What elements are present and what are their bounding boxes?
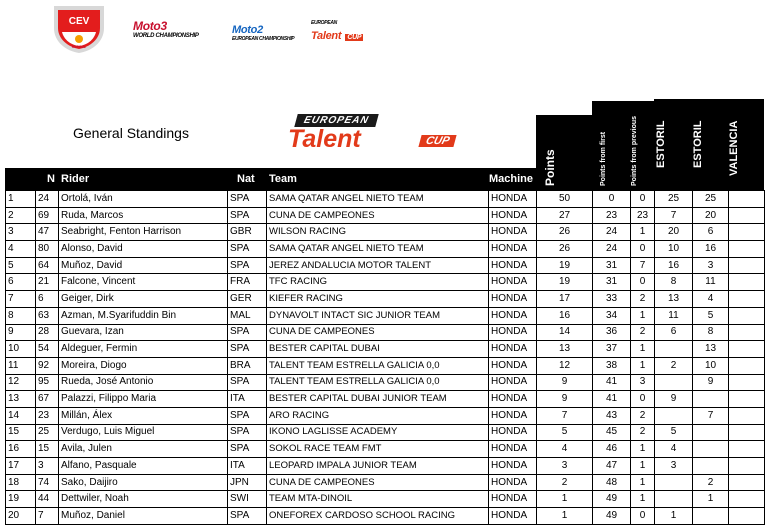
cell-machine: HONDA: [489, 224, 537, 241]
cell-position: 15: [6, 424, 36, 441]
cev-logo-subtext: REPSOL: [71, 45, 87, 49]
cell-rider: Rueda, José Antonio: [59, 374, 228, 391]
cell-points-from-first: 37: [593, 341, 631, 358]
cell-race-2: 9: [693, 374, 729, 391]
cell-points-from-previous: 7: [631, 257, 655, 274]
cell-race-2: 1: [693, 491, 729, 508]
table-row: [6, 424, 765, 441]
cell-points-from-first: 38: [593, 357, 631, 374]
cell-race-2: 5: [693, 307, 729, 324]
cell-race-1: 16: [655, 257, 693, 274]
cell-rider: Verdugo, Luis Miguel: [59, 424, 228, 441]
cell-rider: Ortolá, Iván: [59, 191, 228, 208]
cell-race-3: [729, 241, 765, 258]
cell-points-from-first: 23: [593, 207, 631, 224]
cell-points-from-first: 24: [593, 224, 631, 241]
cell-points: 26: [537, 224, 593, 241]
banner-cup: CUP: [418, 135, 456, 147]
cell-rider: Alonso, David: [59, 241, 228, 258]
cell-number: 47: [36, 224, 59, 241]
table-row: [6, 458, 765, 475]
cell-team: LEOPARD IMPALA JUNIOR TEAM: [267, 458, 489, 475]
table-row: [6, 357, 765, 374]
cell-team: WILSON RACING: [267, 224, 489, 241]
cell-number: 6: [36, 291, 59, 308]
table-row: [6, 307, 765, 324]
cell-points: 16: [537, 307, 593, 324]
cell-race-3: [729, 291, 765, 308]
cell-points-from-first: 41: [593, 374, 631, 391]
cell-position: 20: [6, 508, 36, 525]
cell-machine: HONDA: [489, 441, 537, 458]
cell-race-1: 6: [655, 324, 693, 341]
cell-race-1: 7: [655, 207, 693, 224]
cell-points-from-previous: 0: [631, 508, 655, 525]
cell-number: 7: [36, 508, 59, 525]
cell-points-from-first: 24: [593, 241, 631, 258]
header-points: Points: [543, 149, 557, 186]
cell-machine: HONDA: [489, 508, 537, 525]
cell-position: 1: [6, 191, 36, 208]
cell-machine: HONDA: [489, 291, 537, 308]
cell-team: TEAM MTA-DINOIL: [267, 491, 489, 508]
cell-rider: Aldeguer, Fermin: [59, 341, 228, 358]
cell-points-from-previous: 0: [631, 391, 655, 408]
cell-race-3: [729, 424, 765, 441]
cell-points-from-first: 49: [593, 491, 631, 508]
cell-number: 15: [36, 441, 59, 458]
cell-points-from-first: 31: [593, 257, 631, 274]
cell-rider: Millán, Álex: [59, 407, 228, 424]
cell-machine: HONDA: [489, 207, 537, 224]
cell-race-1: 3: [655, 458, 693, 475]
header-nat: Nat: [237, 173, 255, 185]
cell-points: 12: [537, 357, 593, 374]
cell-team: TFC RACING: [267, 274, 489, 291]
cell-position: 2: [6, 207, 36, 224]
cell-race-1: 13: [655, 291, 693, 308]
cell-machine: HONDA: [489, 307, 537, 324]
cell-rider: Muñoz, Daniel: [59, 508, 228, 525]
cell-rider: Ruda, Marcos: [59, 207, 228, 224]
header-race-3: VALENCIA: [728, 120, 740, 176]
table-row: [6, 474, 765, 491]
cell-points-from-previous: 1: [631, 224, 655, 241]
cell-race-1: [655, 374, 693, 391]
cell-number: 69: [36, 207, 59, 224]
cell-race-2: 8: [693, 324, 729, 341]
cell-race-3: [729, 407, 765, 424]
cell-nationality: SPA: [228, 241, 267, 258]
moto3-logo: [133, 17, 199, 39]
cell-points-from-previous: 1: [631, 474, 655, 491]
header-race-1: ESTORIL: [655, 120, 667, 168]
cell-points-from-previous: 1: [631, 307, 655, 324]
cell-points-from-previous: 2: [631, 291, 655, 308]
cell-number: 44: [36, 491, 59, 508]
cell-points-from-previous: 23: [631, 207, 655, 224]
cell-race-2: 25: [693, 191, 729, 208]
cell-race-2: 20: [693, 207, 729, 224]
cell-nationality: SPA: [228, 207, 267, 224]
cell-points: 50: [537, 191, 593, 208]
etc-small-logo: [311, 20, 363, 44]
cell-team: JEREZ ANDALUCIA MOTOR TALENT: [267, 257, 489, 274]
table-row: [6, 224, 765, 241]
cell-race-1: [655, 491, 693, 508]
cell-team: SAMA QATAR ANGEL NIETO TEAM: [267, 241, 489, 258]
cell-nationality: SPA: [228, 257, 267, 274]
cell-race-3: [729, 441, 765, 458]
cell-nationality: SPA: [228, 374, 267, 391]
cell-nationality: JPN: [228, 474, 267, 491]
cell-position: 11: [6, 357, 36, 374]
cell-points-from-previous: 0: [631, 274, 655, 291]
cell-team: ONEFOREX CARDOSO SCHOOL RACING: [267, 508, 489, 525]
cell-race-1: 1: [655, 508, 693, 525]
cell-number: 24: [36, 191, 59, 208]
cell-points: 26: [537, 241, 593, 258]
cell-race-2: 2: [693, 474, 729, 491]
header-points-from-previous: Points from previous: [631, 115, 638, 186]
standings-table: [5, 190, 765, 525]
cell-machine: HONDA: [489, 191, 537, 208]
header-race-1-box: [654, 99, 692, 190]
cell-rider: Palazzi, Filippo Maria: [59, 391, 228, 408]
cell-team: IKONO LAGLISSE ACADEMY: [267, 424, 489, 441]
cell-race-1: 4: [655, 441, 693, 458]
cell-machine: HONDA: [489, 407, 537, 424]
cell-position: 8: [6, 307, 36, 324]
cell-points-from-previous: 1: [631, 491, 655, 508]
table-row: [6, 491, 765, 508]
cell-points-from-previous: 3: [631, 374, 655, 391]
cell-position: 4: [6, 241, 36, 258]
cell-nationality: ITA: [228, 391, 267, 408]
cell-points-from-first: 43: [593, 407, 631, 424]
cell-points-from-first: 36: [593, 324, 631, 341]
cell-points-from-first: 31: [593, 274, 631, 291]
cell-race-1: 20: [655, 224, 693, 241]
cell-race-2: [693, 424, 729, 441]
cell-number: 3: [36, 458, 59, 475]
cell-rider: Geiger, Dirk: [59, 291, 228, 308]
cell-points: 1: [537, 491, 593, 508]
cev-logo: [50, 2, 108, 54]
cell-race-2: 7: [693, 407, 729, 424]
header-race-2: ESTORIL: [692, 120, 704, 168]
page-title: General Standings: [73, 125, 189, 141]
cell-points-from-first: 45: [593, 424, 631, 441]
cell-race-3: [729, 508, 765, 525]
header-n: N: [47, 173, 55, 185]
cell-points-from-previous: 2: [631, 407, 655, 424]
cell-race-1: 2: [655, 357, 693, 374]
cell-number: 28: [36, 324, 59, 341]
cell-points: 7: [537, 407, 593, 424]
cell-race-2: 11: [693, 274, 729, 291]
header-from-first-box: [592, 101, 630, 190]
cell-points-from-previous: 0: [631, 241, 655, 258]
cell-number: 21: [36, 274, 59, 291]
cell-points-from-previous: 1: [631, 341, 655, 358]
table-row: [6, 374, 765, 391]
cell-nationality: SPA: [228, 508, 267, 525]
cell-team: KIEFER RACING: [267, 291, 489, 308]
cell-race-2: 3: [693, 257, 729, 274]
cell-points: 2: [537, 474, 593, 491]
cell-race-1: [655, 407, 693, 424]
cell-nationality: GBR: [228, 224, 267, 241]
cell-number: 67: [36, 391, 59, 408]
cell-points: 5: [537, 424, 593, 441]
banner-european: EUROPEAN: [294, 114, 378, 127]
cell-rider: Moreira, Diogo: [59, 357, 228, 374]
cell-points-from-first: 34: [593, 307, 631, 324]
cell-machine: HONDA: [489, 474, 537, 491]
cell-position: 9: [6, 324, 36, 341]
cell-race-1: 11: [655, 307, 693, 324]
cell-team: SOKOL RACE TEAM FMT: [267, 441, 489, 458]
cell-race-3: [729, 191, 765, 208]
table-row: [6, 274, 765, 291]
cell-points: 19: [537, 257, 593, 274]
cell-machine: HONDA: [489, 391, 537, 408]
cell-race-3: [729, 374, 765, 391]
cell-machine: HONDA: [489, 424, 537, 441]
cell-machine: HONDA: [489, 357, 537, 374]
cell-team: SAMA QATAR ANGEL NIETO TEAM: [267, 191, 489, 208]
cell-nationality: SPA: [228, 424, 267, 441]
header-points-box: [536, 115, 592, 190]
cell-position: 10: [6, 341, 36, 358]
header-machine: Machine: [489, 173, 534, 185]
cell-position: 18: [6, 474, 36, 491]
cell-rider: Seabright, Fenton Harrison: [59, 224, 228, 241]
cell-rider: Dettwiler, Noah: [59, 491, 228, 508]
cell-team: CUNA DE CAMPEONES: [267, 207, 489, 224]
table-row: [6, 291, 765, 308]
header-race-2-box: [692, 99, 728, 190]
moto3-logo-text: Moto3: [133, 19, 167, 33]
cell-race-3: [729, 474, 765, 491]
table-row: [6, 508, 765, 525]
table-row: [6, 257, 765, 274]
cell-team: CUNA DE CAMPEONES: [267, 324, 489, 341]
table-row: [6, 191, 765, 208]
cell-nationality: SPA: [228, 407, 267, 424]
cell-points: 1: [537, 508, 593, 525]
cell-machine: HONDA: [489, 341, 537, 358]
cell-race-3: [729, 391, 765, 408]
cell-team: TALENT TEAM ESTRELLA GALICIA 0,0: [267, 357, 489, 374]
cell-nationality: SWI: [228, 491, 267, 508]
cev-logo-text: CEV: [68, 16, 90, 27]
cell-race-2: [693, 508, 729, 525]
standings-body: [6, 191, 765, 525]
cell-points-from-first: 0: [593, 191, 631, 208]
cell-points-from-first: 33: [593, 291, 631, 308]
cell-race-2: [693, 391, 729, 408]
cell-number: 74: [36, 474, 59, 491]
moto2-logo: [232, 20, 294, 42]
cell-nationality: BRA: [228, 357, 267, 374]
cell-race-3: [729, 274, 765, 291]
cell-race-2: 6: [693, 224, 729, 241]
cell-machine: HONDA: [489, 241, 537, 258]
cell-team: DYNAVOLT INTACT SIC JUNIOR TEAM: [267, 307, 489, 324]
cell-rider: Muñoz, David: [59, 257, 228, 274]
cell-position: 14: [6, 407, 36, 424]
cell-race-1: 8: [655, 274, 693, 291]
cell-points: 13: [537, 341, 593, 358]
cell-points-from-previous: 1: [631, 441, 655, 458]
cell-points-from-first: 46: [593, 441, 631, 458]
cell-points-from-previous: 1: [631, 458, 655, 475]
cell-number: 63: [36, 307, 59, 324]
cell-machine: HONDA: [489, 374, 537, 391]
cell-nationality: SPA: [228, 341, 267, 358]
banner-talent: Talent: [288, 125, 361, 153]
table-row: [6, 324, 765, 341]
cell-position: 12: [6, 374, 36, 391]
cell-race-2: 16: [693, 241, 729, 258]
header-points-from-first: Points from first: [600, 131, 607, 186]
cell-nationality: MAL: [228, 307, 267, 324]
cell-nationality: FRA: [228, 274, 267, 291]
cell-position: 16: [6, 441, 36, 458]
cell-nationality: SPA: [228, 324, 267, 341]
cell-team: TALENT TEAM ESTRELLA GALICIA 0,0: [267, 374, 489, 391]
cell-number: 54: [36, 341, 59, 358]
etc-small-logo-subtext: EUROPEAN: [311, 20, 337, 26]
cell-nationality: GER: [228, 291, 267, 308]
cell-position: 7: [6, 291, 36, 308]
cell-team: CUNA DE CAMPEONES: [267, 474, 489, 491]
header-race-3-box: [728, 99, 764, 190]
cell-race-3: [729, 224, 765, 241]
cell-position: 3: [6, 224, 36, 241]
cell-points-from-first: 41: [593, 391, 631, 408]
cell-race-2: [693, 458, 729, 475]
cell-points: 19: [537, 274, 593, 291]
cell-race-1: 10: [655, 241, 693, 258]
cell-number: 95: [36, 374, 59, 391]
cell-position: 19: [6, 491, 36, 508]
cell-points: 3: [537, 458, 593, 475]
cell-nationality: ITA: [228, 458, 267, 475]
cell-number: 64: [36, 257, 59, 274]
cell-race-2: 13: [693, 341, 729, 358]
cell-position: 17: [6, 458, 36, 475]
cell-race-3: [729, 307, 765, 324]
cell-rider: Avila, Julen: [59, 441, 228, 458]
cell-points: 4: [537, 441, 593, 458]
cell-rider: Sako, Daijiro: [59, 474, 228, 491]
cell-rider: Azman, M.Syarifuddin Bin: [59, 307, 228, 324]
cell-points-from-previous: 0: [631, 191, 655, 208]
moto3-logo-subtext: WORLD CHAMPIONSHIP: [133, 33, 199, 39]
header-team: Team: [269, 173, 297, 185]
cell-race-1: 9: [655, 391, 693, 408]
cell-points: 9: [537, 391, 593, 408]
table-row: [6, 241, 765, 258]
table-row: [6, 391, 765, 408]
etc-small-logo-cup: CUP: [347, 34, 362, 41]
cell-team: BESTER CAPITAL DUBAI: [267, 341, 489, 358]
moto2-logo-subtext: EUROPEAN CHAMPIONSHIP: [232, 36, 295, 42]
cell-points-from-previous: 2: [631, 424, 655, 441]
header-from-previous-box: [630, 101, 654, 190]
cell-race-1: [655, 474, 693, 491]
cell-race-3: [729, 257, 765, 274]
cell-race-2: 4: [693, 291, 729, 308]
cell-points-from-first: 49: [593, 508, 631, 525]
cell-points: 14: [537, 324, 593, 341]
european-talent-cup-banner: [288, 114, 473, 154]
cell-nationality: SPA: [228, 441, 267, 458]
cell-nationality: SPA: [228, 191, 267, 208]
cell-number: 80: [36, 241, 59, 258]
cell-points: 17: [537, 291, 593, 308]
table-row: [6, 207, 765, 224]
table-row: [6, 341, 765, 358]
table-row: [6, 441, 765, 458]
cell-race-3: [729, 491, 765, 508]
cell-race-3: [729, 341, 765, 358]
cell-race-2: [693, 441, 729, 458]
cell-position: 5: [6, 257, 36, 274]
cell-machine: HONDA: [489, 257, 537, 274]
header-rider: Rider: [61, 173, 90, 185]
moto2-logo-text: Moto2: [232, 24, 263, 36]
cell-points: 9: [537, 374, 593, 391]
cell-points-from-first: 47: [593, 458, 631, 475]
cell-position: 13: [6, 391, 36, 408]
cell-race-1: 25: [655, 191, 693, 208]
cell-race-1: [655, 341, 693, 358]
cell-position: 6: [6, 274, 36, 291]
cell-team: BESTER CAPITAL DUBAI JUNIOR TEAM: [267, 391, 489, 408]
cell-race-3: [729, 458, 765, 475]
cell-points: 27: [537, 207, 593, 224]
cell-machine: HONDA: [489, 458, 537, 475]
cell-machine: HONDA: [489, 324, 537, 341]
cell-race-3: [729, 207, 765, 224]
cell-rider: Guevara, Izan: [59, 324, 228, 341]
cell-machine: HONDA: [489, 491, 537, 508]
cell-race-3: [729, 357, 765, 374]
cell-rider: Alfano, Pasquale: [59, 458, 228, 475]
cell-points-from-previous: 2: [631, 324, 655, 341]
cell-race-3: [729, 324, 765, 341]
cell-team: ARO RACING: [267, 407, 489, 424]
table-row: [6, 407, 765, 424]
cell-race-2: 10: [693, 357, 729, 374]
cell-points-from-previous: 1: [631, 357, 655, 374]
cell-points-from-first: 48: [593, 474, 631, 491]
cell-number: 92: [36, 357, 59, 374]
cell-machine: HONDA: [489, 274, 537, 291]
cell-rider: Falcone, Vincent: [59, 274, 228, 291]
cell-number: 25: [36, 424, 59, 441]
cell-number: 23: [36, 407, 59, 424]
cell-race-1: 5: [655, 424, 693, 441]
etc-small-logo-text: Talent: [311, 30, 342, 42]
